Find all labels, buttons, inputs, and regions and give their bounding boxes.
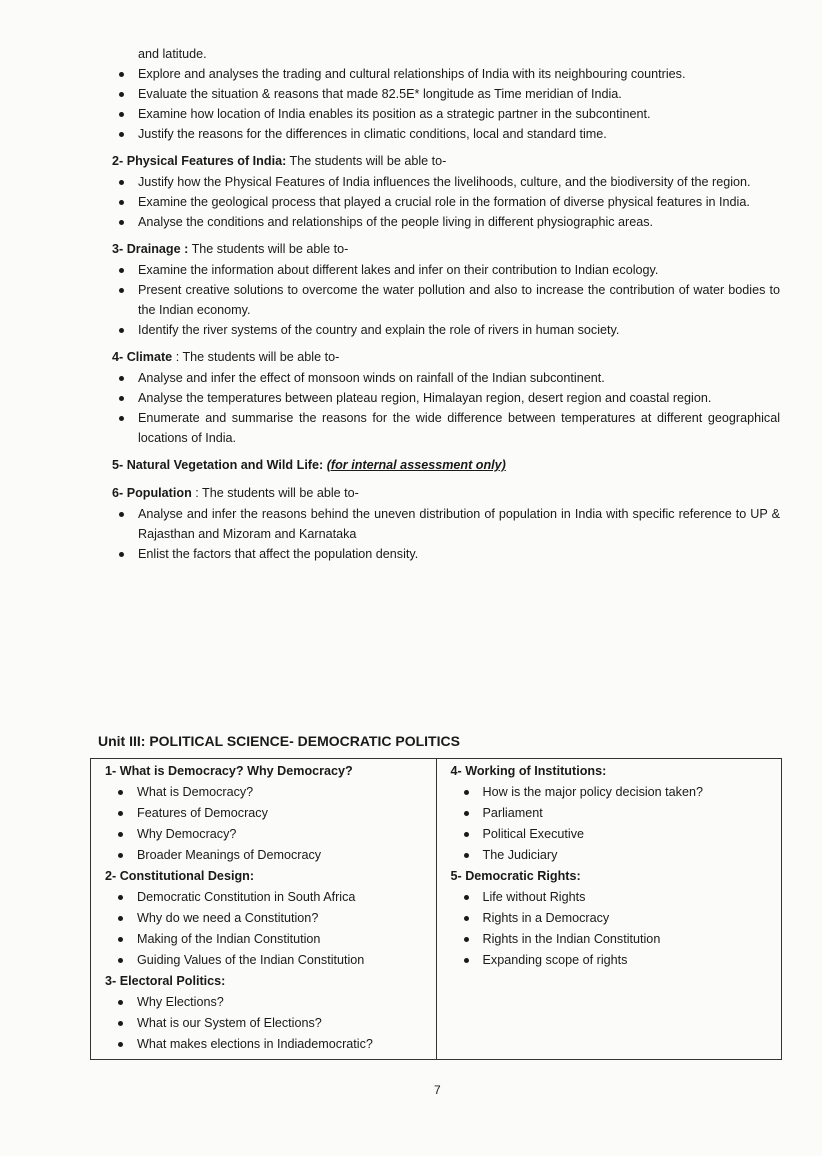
section-bullets (112, 260, 780, 340)
list-item: Evaluate the situation & reasons that made 82.5E* longitude as Time meridian of India. (138, 84, 780, 104)
section-intro: : The students will be able to- (172, 350, 340, 364)
syllabus-content (112, 44, 780, 564)
list-item: Explore and analyses the trading and cultural relationships of India with its neighbouring countries. (138, 64, 780, 84)
list-item: Examine the information about different lakes and infer on their contribution to Indian ecology. (138, 260, 780, 280)
sections (112, 150, 780, 564)
list-item: Making of the Indian Constitution (137, 929, 426, 950)
unit-title: Unit III: POLITICAL SCIENCE- DEMOCRATIC POLITICS (98, 733, 460, 749)
list-item: What is Democracy? (137, 782, 426, 803)
list-item: Democratic Constitution in South Africa (137, 887, 426, 908)
section-bullets (112, 504, 780, 564)
list-item: Parliament (483, 803, 772, 824)
list-item: Guiding Values of the Indian Constitution (137, 950, 426, 971)
list-item: Why do we need a Constitution? (137, 908, 426, 929)
topic-heading: 4- Working of Institutions: (450, 764, 607, 778)
list-item: Identify the river systems of the country and explain the role of rivers in human society. (138, 320, 780, 340)
list-item: Analyse and infer the reasons behind the uneven distribution of population in India with specific reference to UP & Rajasthan and Mizoram and Karnataka (138, 504, 780, 544)
section-intro: : The students will be able to- (191, 486, 359, 500)
section-title: 2- Physical Features of India: (112, 154, 287, 168)
list-item: Examine the geological process that played a crucial role in the formation of diverse physical features in India. (138, 192, 780, 212)
section (112, 238, 780, 340)
right-column (436, 759, 782, 1060)
list-item: Expanding scope of rights (483, 950, 772, 971)
page-number: 7 (434, 1083, 441, 1097)
topic-heading: 3- Electoral Politics: (105, 974, 226, 988)
topic-heading: 5- Democratic Rights: (450, 869, 581, 883)
section-heading (112, 150, 780, 172)
list-item: How is the major policy decision taken? (483, 782, 772, 803)
list-item: Life without Rights (483, 887, 772, 908)
topic-list (451, 782, 772, 866)
section-heading (112, 238, 780, 260)
list-item: Rights in a Democracy (483, 908, 772, 929)
list-item: Broader Meanings of Democracy (137, 845, 426, 866)
section (112, 482, 780, 564)
section-heading (112, 454, 780, 476)
list-item: The Judiciary (483, 845, 772, 866)
section (112, 150, 780, 232)
section (112, 346, 780, 448)
section-title: 4- Climate (112, 350, 173, 364)
list-item: Analyse and infer the effect of monsoon winds on rainfall of the Indian subcontinent. (138, 368, 780, 388)
topic-heading: 1- What is Democracy? Why Democracy? (105, 764, 353, 778)
section-bullets (112, 368, 780, 448)
unit-topics-table (90, 758, 782, 1060)
section-bullets (112, 172, 780, 232)
section-heading (112, 482, 780, 504)
section-intro: The students will be able to- (188, 242, 349, 256)
list-item: Why Democracy? (137, 824, 426, 845)
list-item: Enlist the factors that affect the population density. (138, 544, 780, 564)
list-item: Features of Democracy (137, 803, 426, 824)
continuation-text: and latitude. (138, 47, 207, 61)
list-item: Examine how location of India enables its position as a strategic partner in the subcontinent. (138, 104, 780, 124)
left-column (91, 759, 437, 1060)
topic-list (105, 992, 426, 1055)
section (112, 454, 780, 476)
list-item: Political Executive (483, 824, 772, 845)
section-title: 3- Drainage : (112, 242, 189, 256)
list-item: Analyse the temperatures between plateau region, Himalayan region, desert region and coastal region. (138, 388, 780, 408)
list-item: Analyse the conditions and relationships of the people living in different physiographic areas. (138, 212, 780, 232)
section-intro: The students will be able to- (286, 154, 447, 168)
section-heading (112, 346, 780, 368)
list-item: Justify how the Physical Features of India influences the livelihoods, culture, and the biodiversity of the region. (138, 172, 780, 192)
topic-heading: 2- Constitutional Design: (105, 869, 255, 883)
list-item: What is our System of Elections? (137, 1013, 426, 1034)
list-item: Present creative solutions to overcome the water pollution and also to increase the contribution of water bodies to the Indian economy. (138, 280, 780, 320)
topic-list (105, 887, 426, 971)
list-item: Enumerate and summarise the reasons for the wide difference between temperatures at different geographical locations of India. (138, 408, 780, 448)
section-title: 6- Population (112, 486, 192, 500)
list-item: Rights in the Indian Constitution (483, 929, 772, 950)
intro-bullet-list (112, 64, 780, 144)
list-item: Why Elections? (137, 992, 426, 1013)
section-title: 5- Natural Vegetation and Wild Life: (112, 458, 324, 472)
assessment-note: (for internal assessment only) (326, 458, 506, 472)
list-item: What makes elections in Indiademocratic? (137, 1034, 426, 1055)
topic-list (451, 887, 772, 971)
list-item: Justify the reasons for the differences in climatic conditions, local and standard time. (138, 124, 780, 144)
topic-list (105, 782, 426, 866)
